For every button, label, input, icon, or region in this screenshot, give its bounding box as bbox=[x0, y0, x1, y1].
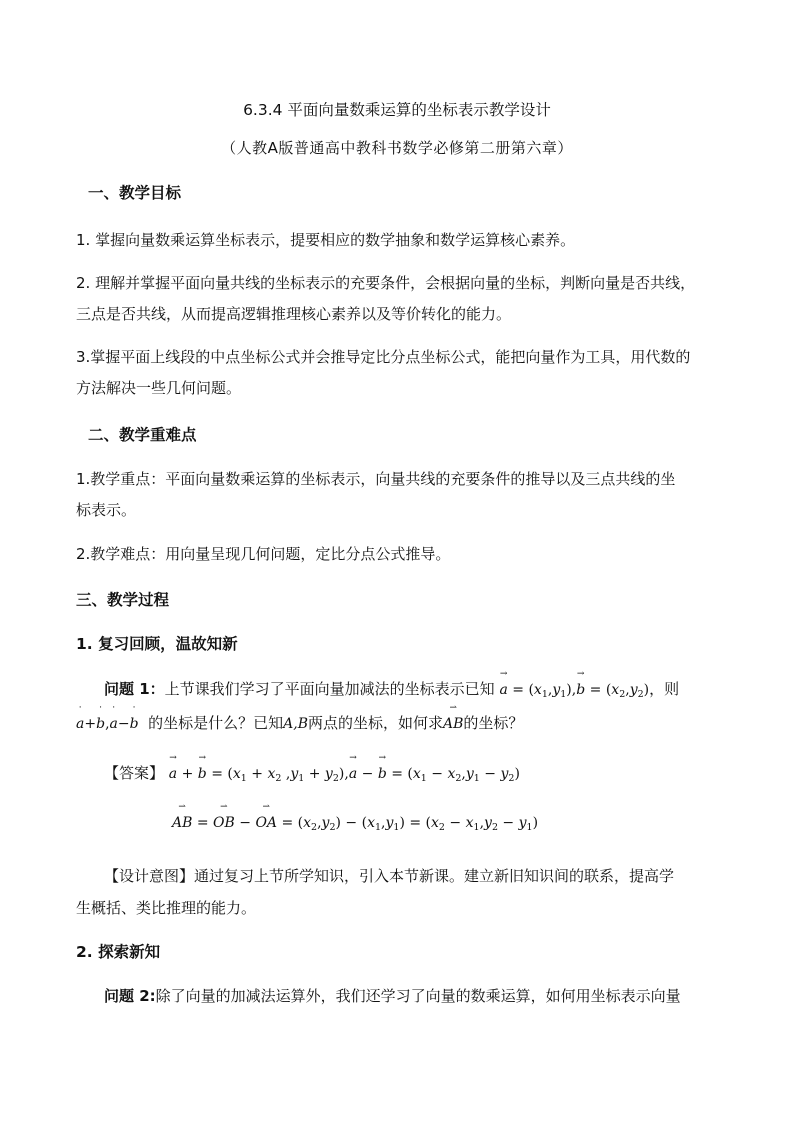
answer-label: 【答案】 bbox=[104, 764, 165, 782]
question-2-label: 问题 2: bbox=[104, 987, 156, 1005]
question-1-line2 bbox=[76, 703, 524, 734]
subsection-explore: 2. 探索新知 bbox=[76, 943, 161, 961]
answer-line2 bbox=[172, 802, 539, 838]
goal-item-3-line1: 3.掌握平面上线段的中点坐标公式并会推导定比分点坐标公式，能把向量作为工具，用代数的 bbox=[76, 348, 691, 366]
answer-formula-1: a → + b → = ($x_1 + x_2$ $,y_1 + y_2),a$ → − b → = $(x_1 - x_2,y_1 - y_2)$ bbox=[168, 753, 520, 784]
question-1-expr: a · +b · ,a · −b · bbox=[76, 703, 139, 732]
document-subtitle: （人教A版普通高中教科书数学必修第二册第六章） bbox=[221, 139, 573, 157]
keypoint-1-line2: 标表示。 bbox=[76, 501, 137, 519]
section-heading-process: 三、教学过程 bbox=[76, 591, 170, 609]
section-heading-goals: 一、教学目标 bbox=[88, 184, 182, 202]
question-1-vector-ab: AB ⇀ bbox=[443, 703, 464, 732]
question-1-line2-textc: 的坐标？ bbox=[463, 714, 524, 732]
keypoint-1-line1: 1.教学重点：平面向量数乘运算的坐标表示，向量共线的充要条件的推导以及三点共线的坐 bbox=[76, 470, 676, 488]
design-intent-label: 【设计意图】 bbox=[104, 867, 195, 885]
question-1-text: 上节课我们学习了平面向量加减法的坐标表示已知 bbox=[164, 680, 495, 698]
goal-item-1: 1. 掌握向量数乘运算坐标表示，提要相应的数学抽象和数学运算核心素养。 bbox=[76, 231, 576, 249]
goal-item-3-line2: 方法解决一些几何问题。 bbox=[76, 379, 242, 397]
question-1-formula: a → = $(x_1,y_1),b$ → = $(x_2,y_2)$ bbox=[499, 669, 650, 700]
design-intent-line2: 生概括、类比推理的能力。 bbox=[76, 899, 257, 917]
question-2-line1 bbox=[104, 986, 681, 1006]
keypoint-2: 2.教学难点：用向量呈现几何问题，定比分点公式推导。 bbox=[76, 545, 451, 563]
question-1-label: 问题 1： bbox=[104, 680, 165, 698]
goal-item-2-line1: 2. 理解并掌握平面向量共线的坐标表示的充要条件，会根据向量的坐标，判断向量是否共线， bbox=[76, 274, 696, 292]
question-1-then: ，则 bbox=[649, 680, 680, 698]
goal-item-2-line2: 三点是否共线，从而提高逻辑推理核心素养以及等价转化的能力。 bbox=[76, 305, 512, 323]
section-heading-keypoints: 二、教学重难点 bbox=[88, 426, 197, 444]
question-1-points: A,B bbox=[283, 716, 308, 732]
question-1-line2-textb: 两点的坐标，如何求 bbox=[308, 714, 444, 732]
design-intent-line1 bbox=[104, 866, 674, 886]
question-1-line1 bbox=[104, 669, 680, 705]
design-intent-text: 通过复习上节所学知识，引入本节新课。建立新旧知识间的联系，提高学 bbox=[194, 867, 675, 885]
subsection-review: 1. 复习回顾，温故知新 bbox=[76, 635, 238, 653]
answer-line1 bbox=[104, 753, 520, 789]
document-title: 6.3.4 平面向量数乘运算的坐标表示教学设计 bbox=[243, 101, 551, 119]
answer-formula-2: AB ⇀ = OB ⇀ − OA ⇀ = $(x_2,y_2) - (x_1,y_1) = (x_2 - x_1,y_2 - y_1)$ bbox=[172, 802, 539, 833]
question-1-line2-text: 的坐标是什么？已知 bbox=[148, 714, 284, 732]
question-2-text: 除了向量的加减法运算外，我们还学习了向量的数乘运算，如何用坐标表示向量 bbox=[155, 987, 681, 1005]
